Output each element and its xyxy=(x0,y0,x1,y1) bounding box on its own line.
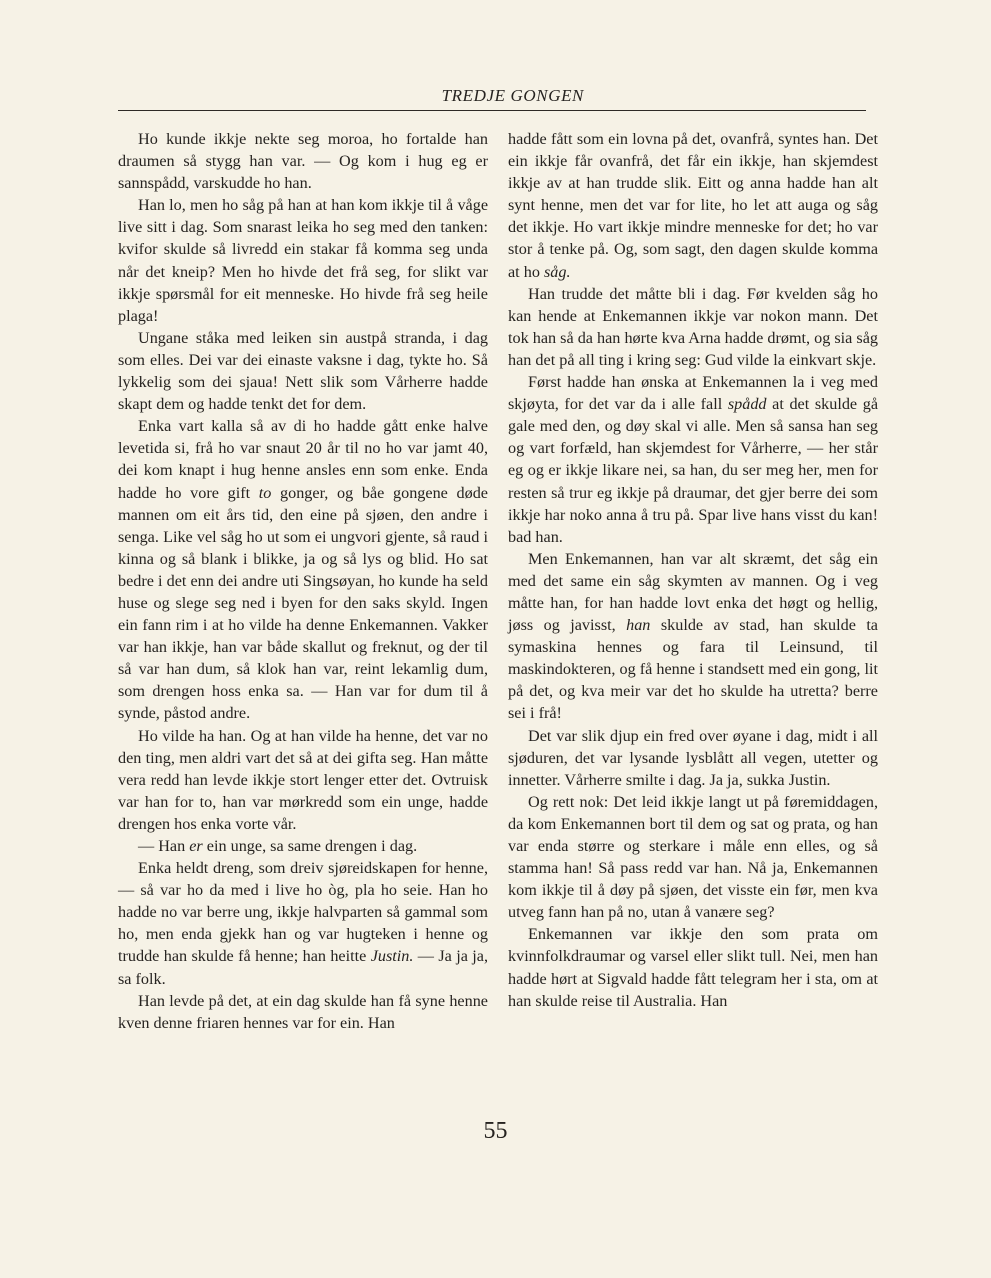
paragraph: Han trudde det måtte bli i dag. Før kvelden såg ho kan hende at Enkemannen ikkje var nokon mann. Det tok han så da han hørte kva Arna hadde drømt, og sia såg han det på all ting i kring seg: Gud vilde la einkvart skje. xyxy=(508,284,878,369)
page-number: 55 xyxy=(483,1118,508,1144)
paragraph: hadde fått som ein lovna på det, ovanfrå, syntes han. Det ein ikkje får ovanfrå, det får ein ikkje, han skjemdest ikkje av at han trudde slik. Eitt og anna hadde han alt synt henne, men det var for lite, ho let att auga og såg det ikkje. Ho vart ikkje mindre menneske for det; ho var stor å tenke på. Og, som sagt, den dagen skulde komma at ho såg. xyxy=(508,130,878,281)
paragraph: Først hadde han ønska at Enkemannen la i veg med skjøyta, for det var da i alle fall spådd at det skulde gå gale med den, og døy skal vi alle. Men så sansa han seg og vart forfæld, han skjemdest for Vårherre, — her står eg og er ikkje likare nei, sa han, du ser meg her, men for resten så trur eg ikkje på draumar, det gjer berre dei som ikkje har noko anna å tru på. Spar live hans visst du kan! bad han. xyxy=(508,373,879,546)
right-column xyxy=(508,128,878,1012)
paragraph: — Han er ein unge, sa same drengen i dag. xyxy=(138,837,418,855)
paragraph: Og rett nok: Det leid ikkje langt ut på føremiddagen, da kom Enkemannen bort til dem og sat og prata, og han var enda større og sterkare i måle enn elles, og så stamma han! Så pass redd var han. Nå ja, Enkemannen kom ikkje til å døy på sjøen, det visste ein før, men kva utveg fann han på no, utan å vanære seg? xyxy=(508,792,878,922)
paragraph: Enkemannen var ikkje den som prata om kvinnfolkdraumar og varsel eller slikt tull. Nei, men han hadde hørt at Sigvald hadde fått telegram her i sta, om at han skulde reise til Australia. Han xyxy=(508,925,878,1010)
paragraph: Ungane ståka med leiken sin austpå stranda, i dag som elles. Dei var dei einaste vaksne i dag, tykte ho. Så lykkelig som dei sjaua! Nett slik som Vårherre hadde skapt dem og hadde tenkt det for dem. xyxy=(118,328,488,414)
paragraph: Han levde på det, at ein dag skulde han få syne henne kven denne friaren hennes var for ein. Han xyxy=(118,991,488,1032)
left-column xyxy=(118,128,488,1034)
paragraph: Ho vilde ha han. Og at han vilde ha henne, det var no den ting, men aldri vart det så at dei gifta seg. Han måtte vera redd han levde ikkje stort lenger etter det. Ovtruisk var han for to, han var mørkredd som ein unge, hadde drengen hos enka vorte vår. xyxy=(118,726,488,833)
paragraph: Enka vart kalla så av di ho hadde gått enke halve levetida si, frå ho var snaut 20 år til no ho var jamt 40, dei kom knapt i hug henne ansles enn som enke. Enda hadde ho vore gift to gonger, og båe gongene døde mannen om eit års tid, den eine på sjøen, den andre i senga. Like vel såg ho ut som ei ungvori gjente, så raud i kinna og så blank i blikke, ja og så lys og blid. Ho sat bedre i det enn dei andre uti Singsøyan, ho kunde ha seld huse og slege seg ned i byen for den saks skyld. Ingen ein fann rim i at ho vilde ha denne Enkemannen. Vakker var han ikkje, han var både skallut og freknut, og der til så var han dum, så klok han var, reint lekamlig dum, som drengen hoss enka sa. — Han var for dum til å synde, påstod andre. xyxy=(118,417,488,723)
paragraph: Enka heldt dreng, som dreiv sjøreidskapen for henne, — så var ho da med i live ho òg, pla ho seie. Han ho hadde no var berre ung, ikkje halvparten så gammal som ho, men enda gjekk han og var hugteken i henne og trudde han skulde få henne; han heitte Justin. — Ja ja ja, sa folk. xyxy=(118,859,488,988)
running-head xyxy=(118,86,866,111)
paragraph: Han lo, men ho såg på han at han kom ikkje til å våge live sitt i dag. Som snarast leika ho seg med den tanken: kvifor skulde så livredd ein stakar få komma seg unda når det kneip? Men ho hivde det frå seg, for slikt var ikkje spørsmål for eit menneske. Ho hivde frå seg heile plaga! xyxy=(118,196,488,325)
paragraph: Det var slik djup ein fred over øyane i dag, midt i all sjøduren, det var lysande lysblått all vegen, utetter og innetter. Vårherre smilte i dag. Ja ja, sukka Justin. xyxy=(508,726,878,789)
chapter-title: TREDJE GONGEN xyxy=(441,86,584,105)
paragraph: Ho kunde ikkje nekte seg moroa, ho fortalde han draumen så stygg han var. — Og kom i hug eg er sannspådd, varskudde ho han. xyxy=(118,130,488,193)
paragraph: Men Enkemannen, han var alt skræmt, det såg ein med det same ein såg skymten av mannen. Og i veg måtte han, for han hadde lovt enka det høgt og hellig, jøss og javisst, han skulde av stad, han skulde ta symaskina hennes og fara til Leinsund, til maskindokteren, og få henne i standsett med ein gong, lit på det, og kva meir var det ho skulde ha utretta? berre sei i frå! xyxy=(508,549,878,723)
